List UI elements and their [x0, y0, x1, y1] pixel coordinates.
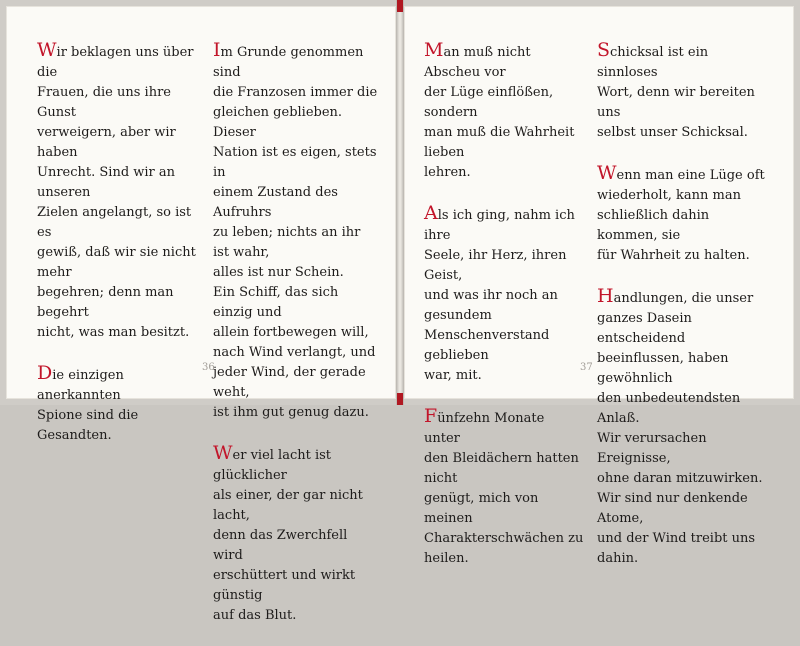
- book-gutter: [396, 0, 404, 405]
- quote-text: ünfzehn Monate unter den Bleidächern hatten nicht genügt, mich von meinen Charakterschwächen zu heilen.: [424, 411, 584, 566]
- drop-initial: A: [424, 202, 438, 224]
- quote-paragraph: [424, 203, 584, 386]
- quote-text: m Grunde genommen sind die Franzosen immer die gleichen geblieben. Dieser Nation ist es eigen, stets in einem Zustand des Aufruhrs zu leben; nichts an ihr ist wahr, alles ist nur Schein. Ein Schiff, das sich einzig und allein fortbewegen will, nach Wind verlangt, und jeder Wind, der gerade weht, ist ihm gut genug dazu.: [213, 45, 378, 420]
- quote-paragraph: [424, 406, 584, 569]
- drop-initial: M: [424, 39, 444, 61]
- quote-text: ir beklagen uns über die Frauen, die uns ihre Gunst verweigern, aber wir haben Unrecht. Sind wir an unseren Zielen angelangt, so ist es gewiß, daß wir sie nicht mehr begehren; denn man begehrt nicht, was man besitzt.: [37, 45, 196, 340]
- quote-text: enn man eine Lüge oft wiederholt, kann man schließlich dahin kommen, sie für Wahrheit zu halten.: [597, 168, 765, 263]
- drop-initial: W: [597, 162, 617, 184]
- quote-paragraph: [213, 40, 378, 423]
- quote-text: ie einzigen anerkannten Spione sind die Gesandten.: [37, 368, 139, 443]
- left-page-column-2: [213, 40, 378, 646]
- right-page-column-1: [424, 40, 584, 589]
- page-number: 36: [202, 362, 215, 373]
- left-page: [6, 6, 396, 623]
- quote-text: andlungen, die unser ganzes Dasein entscheidend beeinflussen, haben gewöhnlich den unbedeutendsten Anlaß. Wir verursachen Ereignisse, ohne daran mitzuwirken. Wir sind nur denkende Atome, und der Wind treibt uns dahin.: [597, 291, 763, 566]
- drop-initial: W: [213, 442, 233, 464]
- quote-text: an muß nicht Abscheu vor der Lüge einflößen, sondern man muß die Wahrheit lieben lehren.: [424, 45, 575, 180]
- drop-initial: H: [597, 285, 614, 307]
- drop-initial: F: [424, 405, 438, 427]
- drop-initial: W: [37, 39, 57, 61]
- quote-paragraph: [597, 286, 772, 569]
- left-page-column-1: [37, 40, 197, 466]
- bookmark-ribbon-end: [397, 393, 403, 405]
- right-page: [404, 6, 794, 566]
- quote-text: er viel lacht ist glücklicher als einer, der gar nicht lacht, denn das Zwerchfell wird erschüttert und wirkt günstig auf das Blut.: [213, 448, 363, 623]
- quote-text: ls ich ging, nahm ich ihre Seele, ihr Herz, ihren Geist, und was ihr noch an gesundem Menschenverstand geblieben war, mit.: [424, 208, 575, 383]
- drop-initial: I: [213, 39, 221, 61]
- quote-paragraph: [597, 163, 772, 266]
- drop-initial: S: [597, 39, 611, 61]
- quote-paragraph: [424, 40, 584, 183]
- quote-paragraph: [37, 40, 197, 343]
- quote-text: chicksal ist ein sinnloses Wort, denn wir bereiten uns selbst unser Schicksal.: [597, 45, 755, 140]
- right-page-column-2: [597, 40, 772, 589]
- drop-initial: D: [37, 362, 53, 384]
- quote-paragraph: [213, 443, 378, 626]
- page-number: 37: [580, 362, 593, 373]
- quote-paragraph: [597, 40, 772, 143]
- bookmark-ribbon: [397, 0, 403, 12]
